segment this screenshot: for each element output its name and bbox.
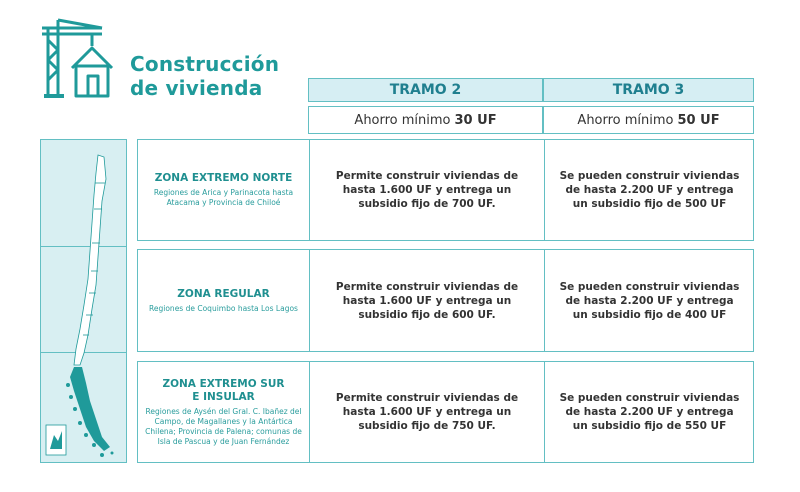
- ahorro-value: 30 UF: [454, 112, 497, 128]
- tramo3-cell: [544, 250, 754, 351]
- tramo2-cell: [309, 362, 544, 462]
- tramo3-text: Se pueden construir viviendas de hasta 2.200 UF y entrega un subsidio fijo de 550 UF: [559, 392, 740, 432]
- tramo3-cell: [544, 362, 754, 462]
- zone-description: Regiones de Coquimbo hasta Los Lagos: [149, 303, 298, 313]
- zone-row-extremo-norte: [137, 139, 754, 241]
- tramo2-text: Permite construir viviendas de hasta 1.600 UF y entrega un subsidio fijo de 700 UF.: [335, 170, 519, 210]
- tramo3-text: Se pueden construir viviendas de hasta 2.200 UF y entrega un subsidio fijo de 500 UF: [559, 170, 740, 210]
- page-title-line2: de vivienda: [130, 76, 263, 100]
- page-title-line1: Construcción: [130, 52, 280, 76]
- ahorro-tramo3: [543, 106, 754, 134]
- zone-cell: [138, 250, 309, 351]
- ahorro-label: Ahorro mínimo: [354, 112, 451, 128]
- tramo3-cell: [544, 140, 754, 240]
- tramo2-text: Permite construir viviendas de hasta 1.600 UF y entrega un subsidio fijo de 750 UF.: [335, 392, 519, 432]
- tramo2-text: Permite construir viviendas de hasta 1.600 UF y entrega un subsidio fijo de 600 UF.: [335, 280, 519, 321]
- chile-map-icon: [40, 139, 127, 463]
- zone-row-regular: [137, 249, 754, 352]
- tramo2-cell: [309, 250, 544, 351]
- tramo2-header: TRAMO 2: [308, 78, 543, 102]
- ahorro-value: 50 UF: [677, 112, 720, 128]
- zone-cell: [138, 362, 309, 462]
- ahorro-label: Ahorro mínimo: [577, 112, 674, 128]
- tramo2-cell: [309, 140, 544, 240]
- crane-house-icon: [40, 16, 124, 100]
- tramo3-text: Se pueden construir viviendas de hasta 2.200 UF y entrega un subsidio fijo de 400 UF: [559, 280, 740, 321]
- zone-name: ZONA REGULAR: [177, 287, 270, 300]
- ahorro-tramo2: [308, 106, 543, 134]
- zone-row-extremo-sur: [137, 361, 754, 463]
- zone-description: Regiones de Arica y Parinacota hasta Atacama y Provincia de Chiloé: [153, 188, 294, 207]
- zone-cell: [138, 140, 309, 240]
- tramo3-header: TRAMO 3: [543, 78, 754, 102]
- zone-name: ZONA EXTREMO SUR E INSULAR: [162, 377, 285, 403]
- zone-description: Regiones de Aysén del Gral. C. Ibañez del Campo, de Magallanes y la Antártica Chilena; Provincia de Palena; comunas de Isla de Pascua y de Juan Fernández: [145, 406, 302, 446]
- zone-name: ZONA EXTREMO NORTE: [154, 172, 293, 184]
